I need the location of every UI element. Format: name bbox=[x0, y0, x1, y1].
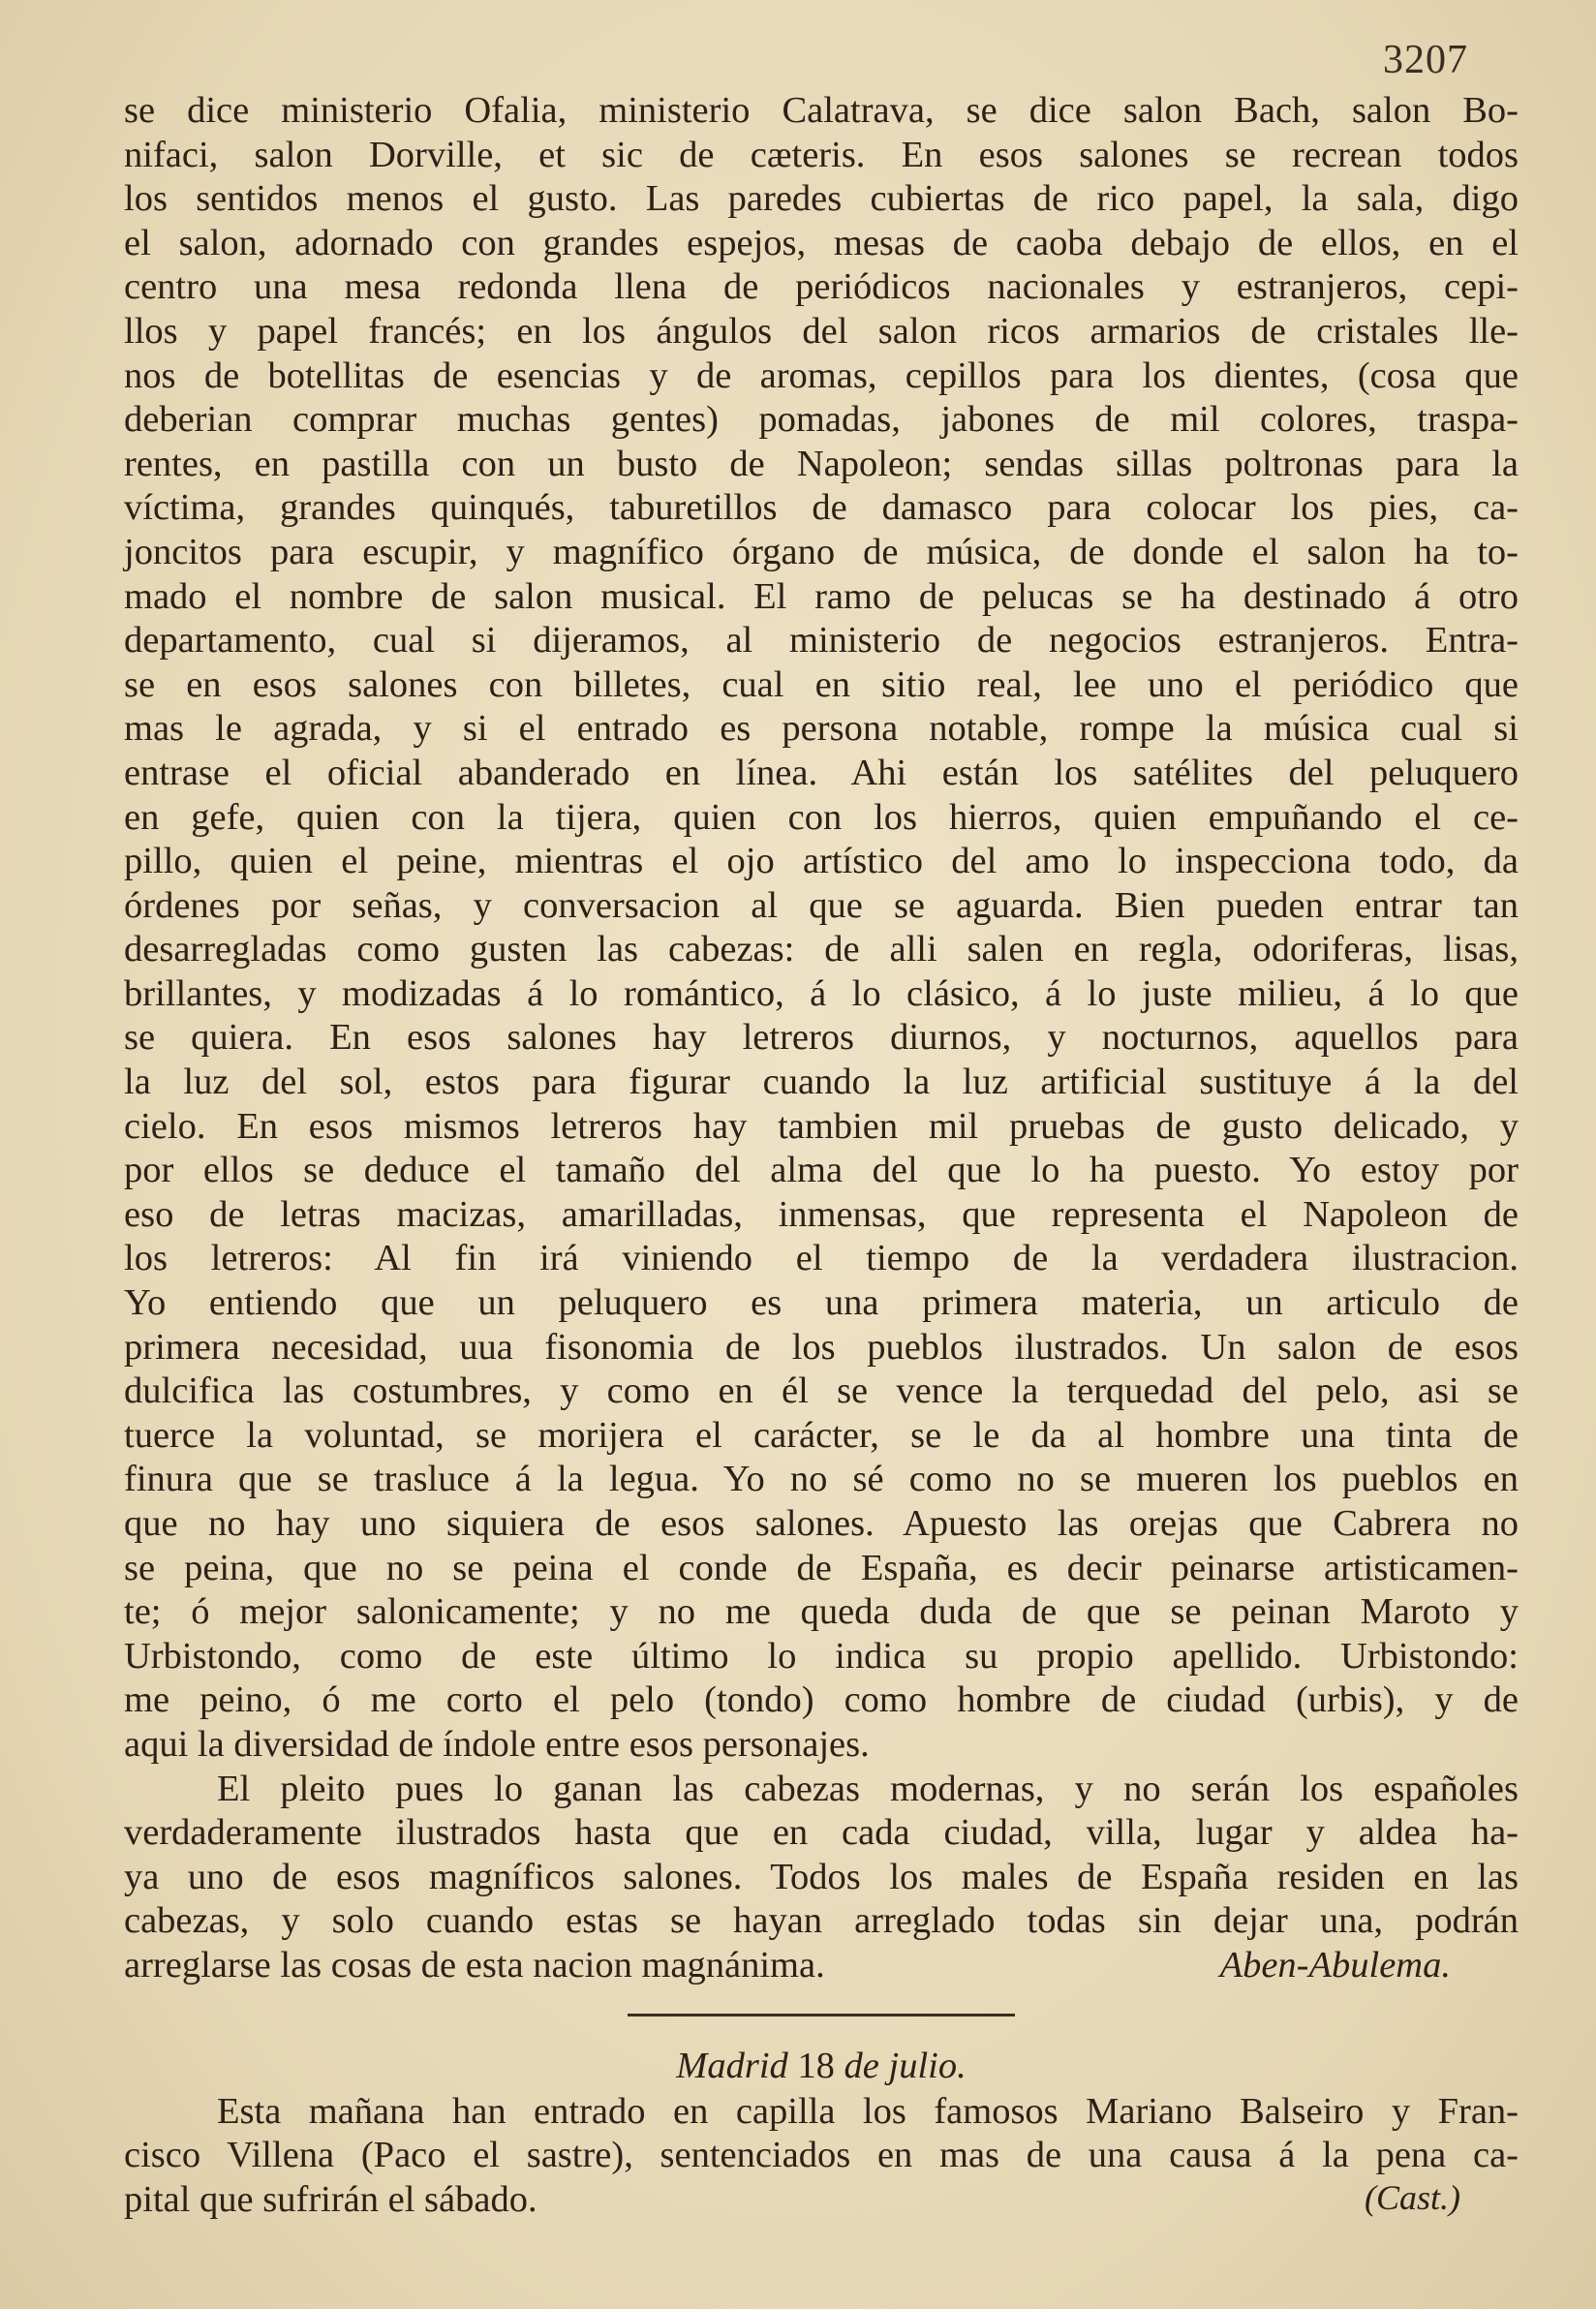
text-line: finura que se trasluce á la legua. Yo no sé como no se mueren los pueblos en bbox=[124, 1459, 1519, 1500]
page-number: 3207 bbox=[1383, 38, 1468, 82]
text-line: se peina, que no se peina el conde de España, es decir peinarse artisticamen- bbox=[124, 1547, 1519, 1588]
text-line: nos de botellitas de esencias y de aromas, cepillos para los dientes, (cosa que bbox=[124, 354, 1519, 396]
text-line: mado el nombre de salon musical. El ramo de pelucas se ha destinado á otro bbox=[124, 575, 1519, 617]
text-line: mas le agrada, y si el entrado es persona notable, rompe la música cual si bbox=[124, 708, 1519, 750]
text-line: verdaderamente ilustrados hasta que en cada ciudad, villa, lugar y aldea ha- bbox=[124, 1812, 1519, 1854]
section-divider bbox=[628, 2014, 1015, 2017]
text-line: los sentidos menos el gusto. Las paredes cubiertas de rico papel, la sala, digo bbox=[124, 178, 1519, 220]
news-end bbox=[124, 2178, 1519, 2223]
text-line: dulcifica las costumbres, y como en él se vence la terquedad del pelo, asi se bbox=[124, 1370, 1519, 1412]
dateline-de: de bbox=[844, 2045, 879, 2086]
text-line: brillantes, y modizadas á lo romántico, á lo clásico, á lo juste milieu, á lo que bbox=[124, 972, 1519, 1014]
text-line: cabezas, y solo cuando estas se hayan arreglado todas sin dejar una, podrán bbox=[124, 1900, 1519, 1942]
text-line: te; ó mejor salonicamente; y no me queda duda de que se peinan Maroto y bbox=[124, 1591, 1519, 1633]
text-line: joncitos para escupir, y magnífico órgano de música, de donde el salon ha to- bbox=[124, 531, 1519, 572]
news-body bbox=[124, 2090, 1519, 2178]
text-line: ya uno de esos magníficos salones. Todos los males de España residen en las bbox=[124, 1856, 1519, 1897]
news-source: (Cast.) bbox=[1365, 2178, 1460, 2218]
news-dateline bbox=[124, 2044, 1519, 2088]
article-closing-paragraph bbox=[124, 1768, 1519, 1944]
text-line: tuerce la voluntad, se morijera el carácter, se le da al hombre una tinta de bbox=[124, 1414, 1519, 1456]
text-line: Esta mañana han entrado en capilla los famosos Mariano Balseiro y Fran- bbox=[217, 2090, 1519, 2132]
text-column bbox=[124, 89, 1519, 2222]
text-line: rentes, en pastilla con un busto de Napoleon; sendas sillas poltronas para la bbox=[124, 443, 1519, 484]
text-line: llos y papel francés; en los ángulos del salon ricos armarios de cristales lle- bbox=[124, 310, 1519, 352]
text-line: El pleito pues lo ganan las cabezas modernas, y no serán los españoles bbox=[217, 1768, 1519, 1809]
text-line: se dice ministerio Ofalia, ministerio Calatrava, se dice salon Bach, salon Bo- bbox=[124, 90, 1519, 131]
text-line: la luz del sol, estos para figurar cuando la luz artificial sustituye á la del bbox=[124, 1062, 1519, 1103]
text-line: que no hay uno siquiera de esos salones. Apuesto las orejas que Cabrera no bbox=[124, 1503, 1519, 1544]
text-line: el salon, adornado con grandes espejos, mesas de caoba debajo de ellos, en el bbox=[124, 222, 1519, 263]
text-line: departamento, cual si dijeramos, al ministerio de negocios estranjeros. Entra- bbox=[124, 620, 1519, 662]
text-line: cisco Villena (Paco el sastre), sentenciados en mas de una causa á la pena ca- bbox=[124, 2135, 1519, 2176]
text-line: cielo. En esos mismos letreros hay tambien mil pruebas de gusto delicado, y bbox=[124, 1105, 1519, 1147]
text-line: desarregladas como gusten las cabezas: de alli salen en regla, odoriferas, lisas, bbox=[124, 929, 1519, 970]
article-end-line bbox=[124, 1944, 1519, 1988]
text-line: se quiera. En esos salones hay letreros diurnos, y nocturnos, aquellos para bbox=[124, 1017, 1519, 1059]
text-line: centro una mesa redonda llena de periódicos nacionales y estranjeros, cepi- bbox=[124, 266, 1519, 308]
text-line: órdenes por señas, y conversacion al que se aguarda. Bien pueden entrar tan bbox=[124, 884, 1519, 926]
article-final-line: arreglarse las cosas de esta nacion magnánima. bbox=[124, 1944, 825, 1986]
text-line: entrase el oficial abanderado en línea. Ahi están los satélites del peluquero bbox=[124, 752, 1519, 793]
news-final-line: pital que sufrirán el sábado. bbox=[124, 2178, 537, 2220]
text-line: deberian comprar muchas gentes) pomadas, jabones de mil colores, traspa- bbox=[124, 399, 1519, 441]
text-line: eso de letras macizas, amarilladas, inmensas, que representa el Napoleon de bbox=[124, 1193, 1519, 1235]
text-line: nifaci, salon Dorville, et sic de cæteris. En esos salones se recrean todos bbox=[124, 134, 1519, 175]
text-line: Urbistondo, como de este último lo indica su propio apellido. Urbistondo: bbox=[124, 1635, 1519, 1677]
dateline-month: julio. bbox=[888, 2045, 967, 2086]
text-line: aqui la diversidad de índole entre esos personajes. bbox=[124, 1723, 870, 1765]
text-line: pillo, quien el peine, mientras el ojo artístico del amo lo inspecciona todo, da bbox=[124, 841, 1519, 882]
text-line: víctima, grandes quinqués, taburetillos de damasco para colocar los pies, ca- bbox=[124, 487, 1519, 529]
dateline-place: Madrid bbox=[676, 2045, 788, 2086]
text-line: por ellos se deduce el tamaño del alma del que lo ha puesto. Yo estoy por bbox=[124, 1150, 1519, 1191]
text-line: Yo entiendo que un peluquero es una primera materia, un articulo de bbox=[124, 1282, 1519, 1324]
text-line: se en esos salones con billetes, cual en sitio real, lee uno el periódico que bbox=[124, 663, 1519, 705]
dateline-day: 18 bbox=[797, 2045, 835, 2086]
text-line: me peino, ó me corto el pelo (tondo) como hombre de ciudad (urbis), y de bbox=[124, 1679, 1519, 1721]
text-line: los letreros: Al fin irá viniendo el tiempo de la verdadera ilustracion. bbox=[124, 1238, 1519, 1279]
article-signature: Aben-Abulema. bbox=[1219, 1944, 1451, 1986]
article-body bbox=[124, 89, 1519, 1768]
text-line: primera necesidad, uua fisonomia de los pueblos ilustrados. Un salon de esos bbox=[124, 1326, 1519, 1368]
text-line: en gefe, quien con la tijera, quien con los hierros, quien empuñando el ce- bbox=[124, 796, 1519, 838]
